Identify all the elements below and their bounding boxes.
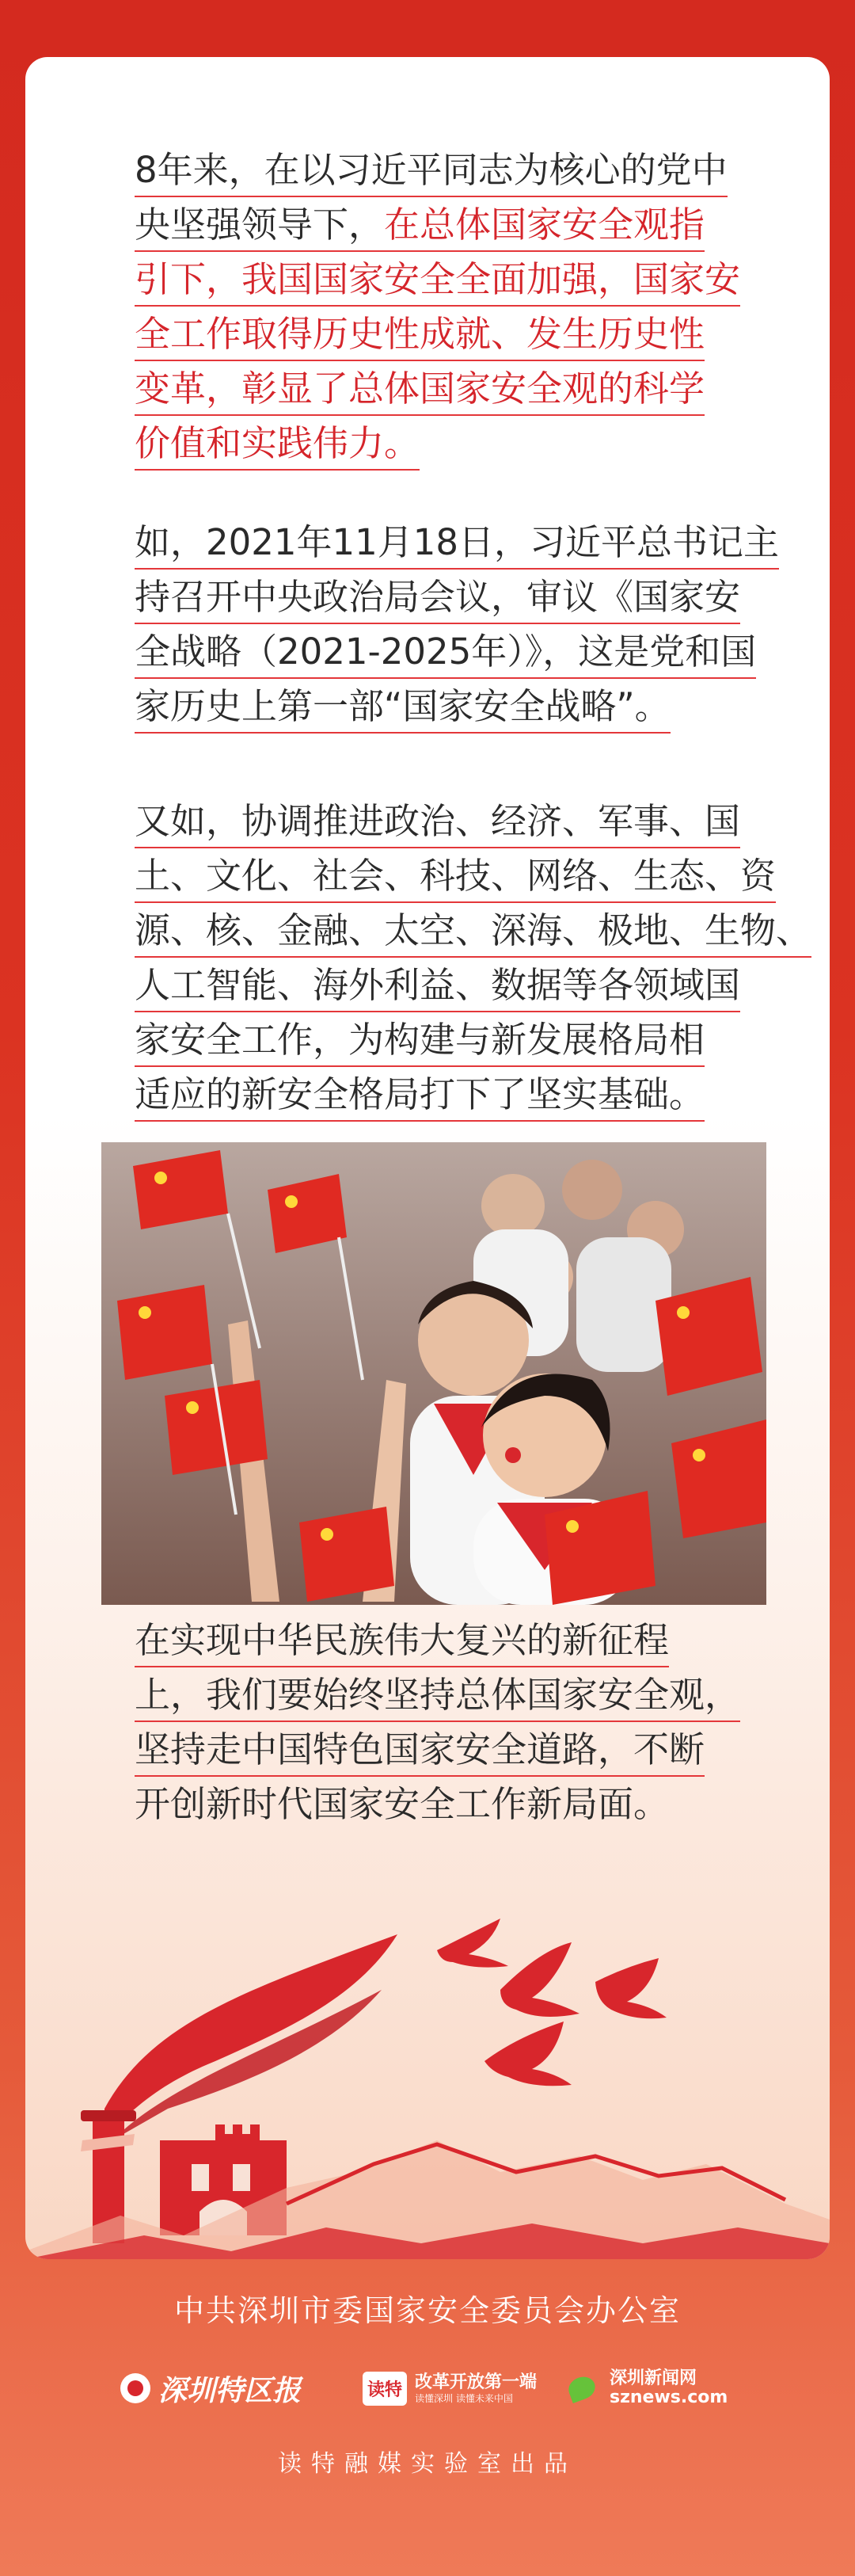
partner-logos [0,2361,855,2416]
organization-name: 中共深圳市委国家安全委员会办公室 [173,2293,681,2328]
sznews-leaf-icon [567,2372,603,2404]
duchuan-text [415,2372,537,2405]
highlight-segment: 价值和实践伟力。 [135,422,420,464]
text-line [135,1722,705,1777]
text-segment: 人工智能、海外利益、数据等各领域国 [135,964,741,1006]
paragraph-1 [135,143,784,471]
text-line [135,416,420,471]
text-line [135,624,756,679]
text-segment: 央坚强领导下， [135,204,385,246]
sznews-cn: 深圳新闻网 [610,2368,697,2388]
sznews-text [610,2369,728,2407]
text-line [135,515,779,570]
duchuan-badge-icon: 读特 [363,2372,407,2406]
highlight-segment: 变革，彰显了总体国家安全观的科学 [135,368,705,410]
text-segment: 适应的新安全格局打下了坚实基础。 [135,1073,705,1115]
text-segment: 上，我们要始终坚持总体国家安全观， [135,1674,741,1716]
text-segment: 家安全工作，为构建与新发展格局相 [135,1019,705,1061]
text-line [135,679,671,734]
text-line [135,1667,740,1722]
text-line [135,1613,669,1667]
text-line [135,570,740,624]
text-line [135,848,776,903]
text-line [135,903,811,958]
text-segment: 持召开中央政治局会议，审议《国家安 [135,576,741,618]
text-line [135,307,705,361]
sztqb-logo [120,2361,301,2416]
sznews-logo [567,2361,728,2416]
text-line [135,1067,705,1122]
text-line [135,252,740,307]
text-line [135,361,705,416]
text-segment: 家历史上第一部“国家安全战略”。 [135,685,671,727]
sznews-en: sznews.com [610,2387,728,2407]
text-segment: 8年来，在以习近平同志为核心的党中 [135,149,728,191]
text-segment: 源、核、金融、太空、深海、极地、生物、 [135,909,812,951]
production-credit: 读特融媒实验室出品 [278,2450,577,2478]
paragraph-2 [135,515,784,734]
text-segment: 全战略（2021-2025年）》，这是党和国 [135,631,757,673]
great-wall-doves-illustration [25,1903,830,2259]
text-line [135,197,705,252]
duchuan-title: 改革开放第一端 [415,2372,538,2392]
text-segment: 如，2021年11月18日，习近平总书记主 [135,521,780,563]
text-segment: 土、文化、社会、科技、网络、生态、资 [135,855,777,897]
crowd-waving-flags-photo [101,1142,766,1605]
sztqb-logo-text: 深圳特区报 [158,2373,302,2407]
duchuan-subtitle: 读懂深圳 读懂未来中国 [415,2393,513,2404]
text-segment: 在实现中华民族伟大复兴的新征程 [135,1619,670,1661]
text-line [135,794,740,848]
highlight-segment: 引下，我国国家安全全面加强，国家安 [135,258,741,300]
highlight-segment: 全工作取得历史性成就、发生历史性 [135,313,705,355]
text-line [135,1012,705,1067]
sztqb-emblem-icon [120,2373,150,2403]
photo-illustration [101,1142,766,1605]
text-segment: 又如，协调推进政治、经济、军事、国 [135,800,741,842]
duchuan-logo [363,2361,537,2416]
highlight-segment: 在总体国家安全观指 [384,204,705,246]
text-segment: 开创新时代国家安全工作新局面。 [135,1783,670,1825]
text-segment: 坚持走中国特色国家安全道路，不断 [135,1728,705,1770]
text-line [135,958,740,1012]
text-line [135,143,728,197]
content-card [25,57,830,2259]
paragraph-3 [135,794,812,1122]
text-line [135,1777,669,1831]
paragraph-4 [135,1613,784,1831]
